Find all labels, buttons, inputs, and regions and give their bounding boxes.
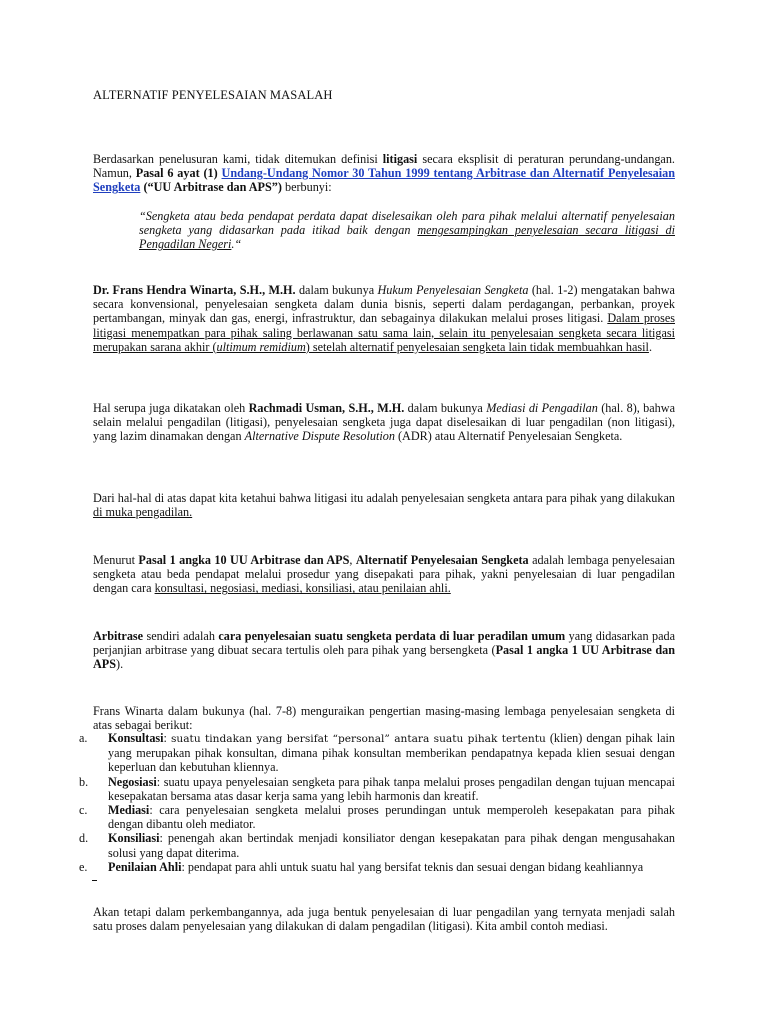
paragraph-litigasi-definition xyxy=(93,152,675,195)
bold-term: Alternatif Penyelesaian Sengketa xyxy=(355,553,529,567)
author-name: Rachmadi Usman, S.H., M.H. xyxy=(248,401,405,415)
text: dalam bukunya xyxy=(404,401,487,415)
text: Hal serupa juga dikatakan oleh xyxy=(93,401,249,415)
bold-reference: Pasal 1 angka 10 UU Arbitrase dan APS xyxy=(138,553,350,567)
definitions-list xyxy=(79,731,675,874)
text: yang didasarkan pada perjanjian arbitrase yang dibuat secara tertulis oleh para pihak yang bersengketa ( xyxy=(93,629,675,658)
english-term: Alternative Dispute Resolution xyxy=(244,429,395,444)
paragraph-list-intro: Frans Winarta dalam bukunya (hal. 7-8) menguraikan pengertian masing-masing lembaga penyelesaian sengketa di atas sebagai berikut: xyxy=(93,704,675,733)
paragraph-frans-winarta xyxy=(93,283,675,354)
separator: : xyxy=(163,731,171,745)
text: adalah lembaga penyelesaian sengketa atau beda pendapat melalui prosedur yang disepakati para pihak, yakni penyelesaian di luar pengadilan dengan cara xyxy=(93,553,675,596)
list-marker: e. xyxy=(79,859,88,874)
separator: : xyxy=(156,774,164,789)
bold-reference: Pasal 1 angka 1 UU Arbitrase dan APS xyxy=(93,643,675,672)
bold-reference: Pasal 6 ayat (1) xyxy=(135,166,222,181)
list-item xyxy=(79,774,675,803)
paragraph-arbitrase xyxy=(93,629,675,672)
list-term: Konsultasi xyxy=(108,731,164,745)
dash-mark xyxy=(92,880,97,881)
list-marker: d. xyxy=(79,831,89,846)
bold-term: Arbitrase xyxy=(93,629,144,643)
separator: : xyxy=(159,831,168,846)
list-marker: c. xyxy=(79,803,88,818)
text: ). xyxy=(116,657,124,672)
paragraph-development: Akan tetapi dalam perkembangannya, ada juga bentuk penyelesaian di luar pengadilan yang ternyata menjadi salah satu proses dalam penyelesaian yang dilakukan di dalam pengadilan (litigasi). Kita ambil contoh mediasi. xyxy=(93,905,675,934)
separator: : xyxy=(149,803,160,818)
separator: : xyxy=(181,859,188,874)
bold-abbreviation: (“UU Arbitrase dan APS”) xyxy=(140,180,282,195)
text: Menurut xyxy=(93,553,139,567)
list-description: (klien) dengan pihak lain yang merupakan pihak konsultan, dimana pihak konsultan memberikan pendapatnya kepada klien sesuai dengan keperluan dan kebutuhan kliennya. xyxy=(108,731,675,775)
list-term: Mediasi xyxy=(108,803,150,818)
latin-term: ultimum remidium xyxy=(216,339,306,354)
list-item xyxy=(79,859,675,874)
list-item xyxy=(79,803,675,832)
page-title: ALTERNATIF PENYELESAIAN MASALAH xyxy=(93,88,333,102)
small-text: suatu tindakan yang bersifat “personal” antara suatu pihak tertentu xyxy=(170,733,546,745)
list-description: suatu upaya penyelesaian sengketa para pihak tanpa melalui proses pengadilan dengan tujuan mencapai kesepakatan bersama atas dasar kerja sama yang lebih harmonis dan kreatif. xyxy=(108,774,675,803)
list-item xyxy=(79,831,675,860)
list-description: pendapat para ahli untuk suatu hal yang bersifat teknis dan sesuai dengan bidang keahliannya xyxy=(187,859,644,874)
law-quote xyxy=(139,209,675,252)
text: Berdasarkan penelusuran kami, tidak ditemukan definisi xyxy=(93,152,383,166)
list-description: penengah akan bertindak menjadi konsiliator dengan kesepakatan para pihak dengan mengusahakan solusi yang dapat diterima. xyxy=(108,831,675,860)
list-marker: b. xyxy=(79,774,89,789)
text: , xyxy=(349,553,356,567)
quote-text: “Sengketa atau beda pendapat perdata dapat diselesaikan oleh para pihak melalui alternatif penyelesaian sengketa yang didasarkan pada itikad baik dengan xyxy=(139,209,675,238)
book-title: Hukum Penyelesaian Sengketa xyxy=(377,283,529,297)
underlined-text: Dalam proses litigasi menempatkan para pihak saling berlawanan satu sama lain, selain itu penyelesaian sengketa secara litigasi merupakan sarana akhir ( xyxy=(93,311,675,354)
list-item xyxy=(79,731,675,775)
book-title: Mediasi di Pengadilan xyxy=(486,401,598,415)
list-marker: a. xyxy=(79,731,88,745)
list-description: cara penyelesaian sengketa melalui proses perundingan untuk memperoleh kesepakatan para pihak dengan dibantu oleh mediator. xyxy=(108,803,675,832)
list-term: Konsiliasi xyxy=(108,831,160,846)
list-term: Negosiasi xyxy=(108,774,157,789)
text: secara eksplisit di peraturan perundang-undangan. Namun, xyxy=(93,152,675,181)
paragraph-rachmadi-usman xyxy=(93,401,675,444)
text: berbunyi: xyxy=(281,180,332,195)
text: dalam bukunya xyxy=(295,283,378,297)
paragraph-aps-definition xyxy=(93,553,675,596)
bold-definition: cara penyelesaian suatu sengketa perdata di luar peradilan umum xyxy=(218,629,566,643)
underlined-text: di muka pengadilan. xyxy=(93,505,193,520)
text: (hal. 1-2) mengatakan bahwa secara konvensional, penyelesaian sengketa dalam dunia bisnis, seperti dalam perdagangan, perbankan, proyek pertambangan, minyak dan gas, energi, infrastruktur, dan sebagainya dilakukan melalui proses litigasi. xyxy=(93,283,675,326)
author-name: Dr. Frans Hendra Winarta, S.H., M.H. xyxy=(93,283,296,297)
underlined-text: konsultasi, negosiasi, mediasi, konsiliasi, atau penilaian ahli. xyxy=(154,581,451,596)
list-term: Penilaian Ahli xyxy=(108,859,182,874)
text: (hal. 8), bahwa selain melalui pengadilan (litigasi), penyelesaian sengketa juga dapat diselesaikan di luar pengadilan (non litigasi), yang lazim dinamakan dengan xyxy=(93,401,675,444)
bold-term: litigasi xyxy=(382,152,418,166)
text: . xyxy=(648,339,652,354)
text: Dari hal-hal di atas dapat kita ketahui bahwa litigasi itu adalah penyelesaian sengketa antara para pihak yang dilakukan xyxy=(93,491,675,505)
paragraph-litigasi-conclusion xyxy=(93,491,675,519)
text: sendiri adalah xyxy=(143,629,219,643)
underlined-text: ) setelah alternatif penyelesaian sengketa lain tidak membuahkan hasil xyxy=(305,339,649,354)
law-link[interactable]: Undang-Undang Nomor 30 Tahun 1999 tentang Arbitrase dan Alternatif Penyelesaian Sengketa xyxy=(93,166,675,195)
quote-end: .“ xyxy=(231,237,242,252)
quote-underlined: mengesampingkan penyelesaian secara litigasi di Pengadilan Negeri xyxy=(139,223,675,252)
text: (ADR) atau Alternatif Penyelesaian Sengketa. xyxy=(394,429,623,444)
